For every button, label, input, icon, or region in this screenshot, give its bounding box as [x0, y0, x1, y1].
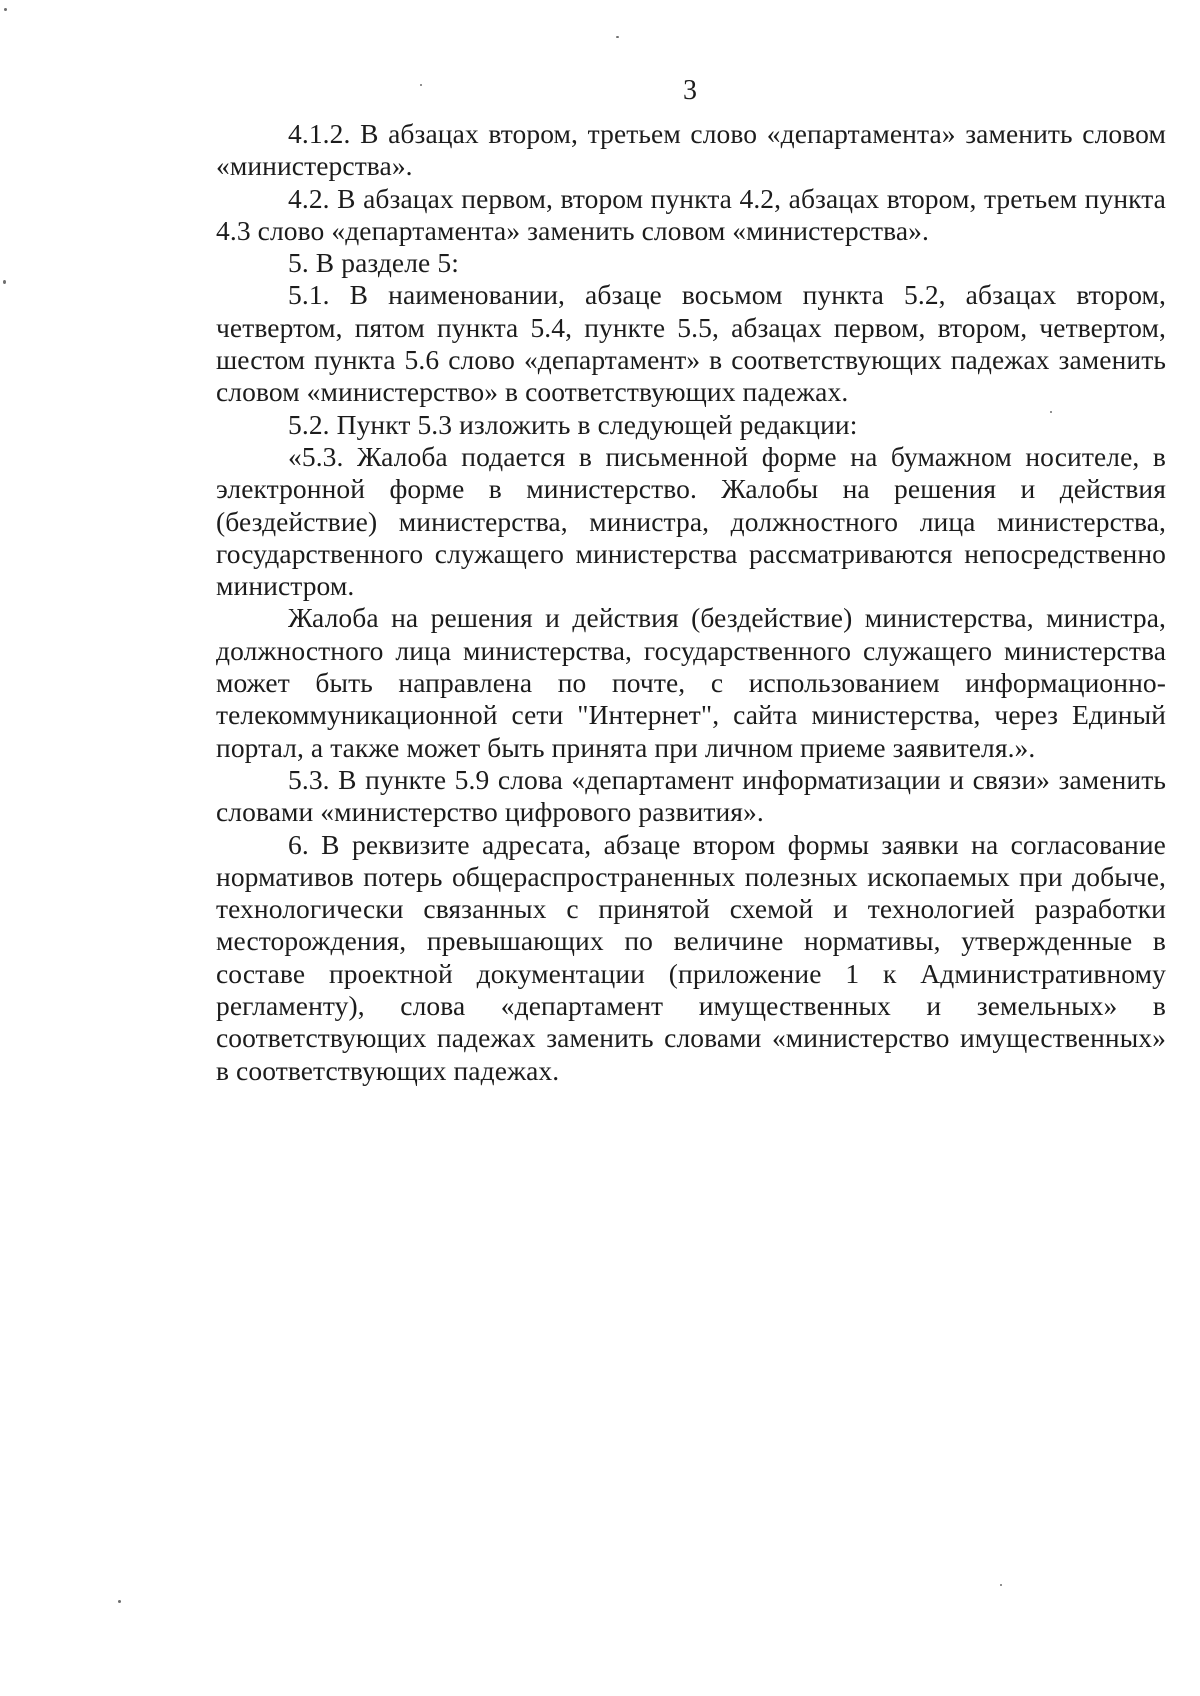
scan-speck: [3, 280, 6, 284]
scan-speck: [1050, 411, 1052, 413]
scan-speck: [1000, 1584, 1002, 1586]
scan-speck: [118, 1600, 121, 1603]
paragraph-5: 5. В разделе 5:: [288, 247, 459, 279]
paragraph-4-1-2: 4.1.2. В абзацах втором, третьем слово «департамента» заменить словом «министерства».: [216, 118, 1166, 182]
document-body: [216, 118, 1166, 1087]
paragraph-6: 6. В реквизите адресата, абзаце втором формы заявки на согласование нормативов потерь общераспространенных полезных ископаемых при добыче, технологически связанных с принятой схемой и технологией разработки месторождения, превышающих по величине нормативы, утвержденные в составе проектной документации (приложение 1 к Административному регламенту), слова «департамент имущественных и земельных» в соответствующих падежах заменить словами «министерство имущественных» в соответствующих падежах.: [216, 828, 1166, 1086]
page-number-text: 3: [683, 75, 697, 106]
scan-speck: [4, 8, 7, 11]
page-number: [0, 74, 1200, 108]
paragraph-5-2: 5.2. Пункт 5.3 изложить в следующей редакции:: [288, 408, 858, 440]
paragraph-complaint: Жалоба на решения и действия (бездействие) министерства, министра, должностного лица министерства, государственного служащего министерства может быть направлена по почте, с использованием информационно-телекоммуникационной сети "Интернет", сайта министерства, через Единый портал, а также может быть принята при личном приеме заявителя.».: [216, 602, 1166, 763]
paragraph-5-3-quote: «5.3. Жалоба подается в письменной форме на бумажном носителе, в электронной форме в министерство. Жалобы на решения и действия (бездействие) министерства, министра, должностного лица министерства, государственного служащего министерства рассматриваются непосредственно министром.: [216, 440, 1166, 602]
paragraph-5-1: 5.1. В наименовании, абзаце восьмом пункта 5.2, абзацах втором, четвертом, пятом пункта 5.4, пункте 5.5, абзацах первом, втором, четвертом, шестом пункта 5.6 слово «департамент» в соответствующих падежах заменить словом «министерство» в соответствующих падежах.: [216, 279, 1166, 408]
paragraph-4-2: 4.2. В абзацах первом, втором пункта 4.2, абзацах втором, третьем пункта 4.3 слово «департамента» заменить словом «министерства».: [216, 182, 1166, 246]
scan-speck: [616, 36, 619, 38]
scan-speck: [420, 84, 422, 86]
paragraph-5-3-amend: 5.3. В пункте 5.9 слова «департамент информатизации и связи» заменить словами «министерство цифрового развития».: [216, 763, 1166, 828]
